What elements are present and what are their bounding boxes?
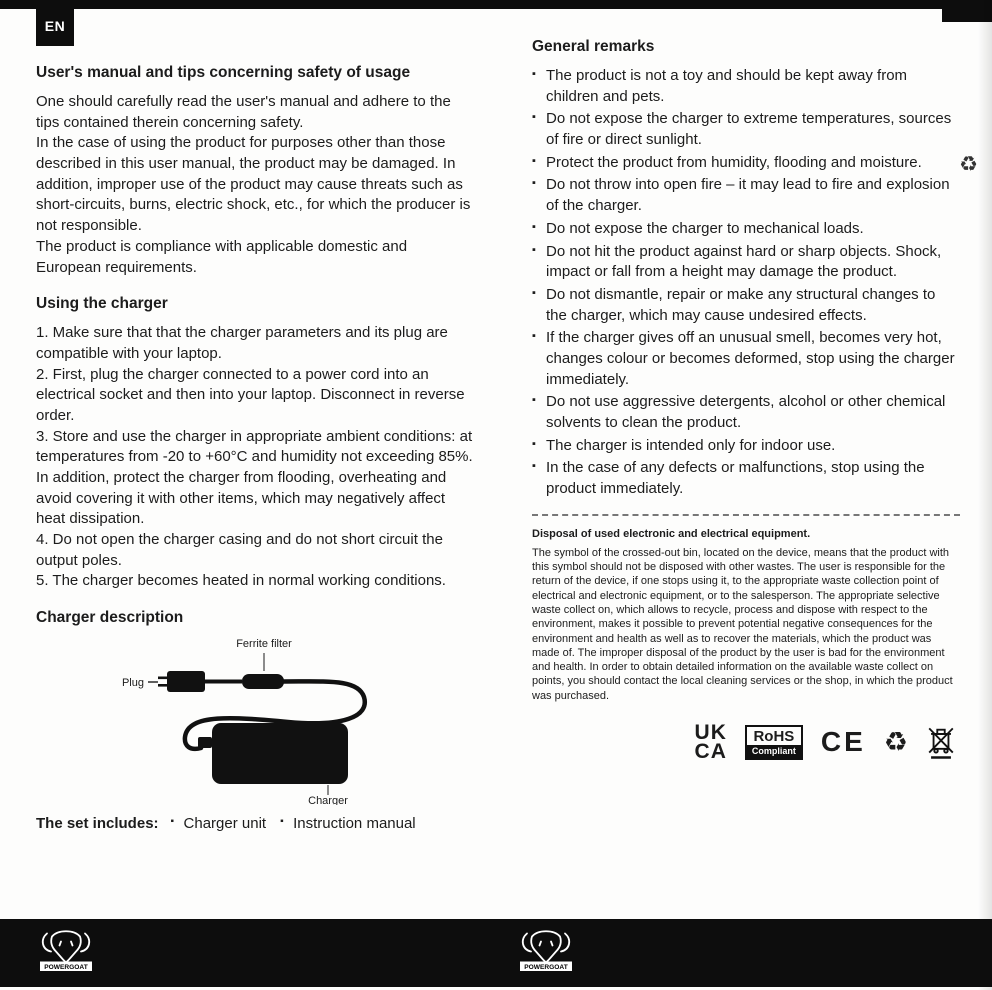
brand-logo-text: POWERGOAT <box>44 963 88 971</box>
scan-corner-mark <box>942 0 992 22</box>
remark-bullet: ▪ In the case of any defects or malfunctions, stop using the product immediately. <box>532 458 960 499</box>
numbered-step: 1. Make sure that that the charger parameters and its plug are compatible with your laptop. <box>36 324 448 362</box>
recycle-triangle-icon: ♻ <box>959 153 978 176</box>
charger-body-graphic <box>212 723 348 784</box>
footer-black-bar <box>0 919 992 987</box>
recycle-icon: ♻ <box>883 726 908 757</box>
charger-inlet-connector <box>198 737 212 748</box>
disposal-text: The symbol of the crossed-out bin, located on the device, means that the product with this symbol should not be disposed with other wastes. The user is responsible for the return of the device, if one stops using it, to the appropriate waste collection point of electrical and electronic equipment, or to the salesperson. The appropriate selective waste collect on, which allows to recycle, process and dispose with respect to the environment, makes it possible to prevent potential negative consequences for the environment and health as well as to recover the materials, which the product was made of. The improper disposal of the product by the user is bad for the environment and health. In order to obtain detailed information on the available waste collect on points, you should contact the local cleaning services or the shop, in which the product was purchased. <box>532 546 953 702</box>
remark-bullet: ▪ If the charger gives off an unusual smell, becomes very hot, changes colour or becomes deformed, stop using the charger immediately. <box>532 328 960 390</box>
remark-bullet: ▪ Do not throw into open fire – it may lead to fire and explosion of the charger. <box>532 175 960 216</box>
charger-label: Charger <box>308 795 348 806</box>
remark-bullet: ▪ Do not expose the charger to extreme temperatures, sources of fire or direct sunlight. <box>532 109 960 150</box>
scan-edge-shadow <box>978 0 992 990</box>
certification-marks-row <box>532 723 960 762</box>
charger-diagram-svg <box>36 633 476 805</box>
remark-bullet: ▪ Protect the product from humidity, flooding and moisture. <box>532 153 960 174</box>
plug-prong <box>158 684 167 687</box>
remark-bullet: ▪ Do not use aggressive detergents, alcohol or other chemical solvents to clean the product. <box>532 392 960 433</box>
general-remarks-list <box>532 66 960 500</box>
numbered-step: 4. Do not open the charger casing and do not short circuit the output poles. <box>36 531 443 569</box>
intro-paragraph: One should carefully read the user's manual and adhere to the tips contained therein concerning safety. <box>36 93 451 131</box>
brand-logo <box>38 928 94 979</box>
using-charger-list <box>36 323 476 592</box>
dashed-divider <box>532 514 960 516</box>
plug-label: Plug <box>121 677 144 690</box>
intro-paragraph: The product is compliance with applicable domestic and European requirements. <box>36 237 408 276</box>
brand-logo-text: POWERGOAT <box>524 963 568 971</box>
section-heading-general-remarks: General remarks <box>532 38 655 55</box>
weee-crossed-bin-icon <box>926 724 956 760</box>
remark-bullet: ▪ Do not expose the charger to mechanical loads. <box>532 219 960 240</box>
remark-bullet: ▪ The charger is intended only for indoor use. <box>532 436 960 457</box>
rohs-mark <box>745 725 803 760</box>
ukca-mark-bottom: CA <box>694 740 727 764</box>
ce-mark: CE <box>820 726 866 758</box>
remark-bullet: ▪ The product is not a toy and should be kept away from children and pets. <box>532 66 960 107</box>
section-heading-using-charger: Using the charger <box>36 295 168 313</box>
ukca-mark <box>695 723 727 762</box>
powergoat-logo-icon <box>518 928 574 974</box>
rohs-mark-subtitle: Compliant <box>747 745 801 758</box>
plug-graphic <box>167 671 205 692</box>
brand-logo <box>518 928 574 979</box>
numbered-step: 5. The charger becomes heated in normal working conditions. <box>36 572 446 590</box>
top-black-bar <box>0 0 992 9</box>
remark-bullet: ▪ Do not hit the product against hard or sharp objects. Shock, impact or fall from a height may damage the product. <box>532 242 960 283</box>
ferrite-filter-graphic <box>242 674 284 689</box>
powergoat-logo-icon <box>38 928 94 974</box>
set-includes-row <box>36 815 476 832</box>
ferrite-filter-label: Ferrite filter <box>236 638 292 651</box>
set-includes-label: The set includes: <box>36 815 159 833</box>
numbered-step: 3. Store and use the charger in appropriate ambient conditions: at temperatures from -20 to +60°C and humidity not exceeding 85%. In addition, protect the charger from flooding, overheating and avoid covering it with other items, which may negatively affect heat dissipation. <box>36 427 473 528</box>
left-column <box>36 64 476 832</box>
rohs-mark-title: RoHS <box>753 727 795 745</box>
set-includes-list <box>171 815 416 832</box>
remark-bullet: ▪ Do not dismantle, repair or make any structural changes to the charger, which may cause undesired effects. <box>532 285 960 326</box>
section-heading-charger-description: Charger description <box>36 609 184 627</box>
right-column <box>532 38 960 762</box>
charger-diagram <box>36 633 476 805</box>
intro-paragraph: In the case of using the product for purposes other than those described in this user manual, the product may be damaged. In addition, improper use of the product may cause threats such as short-circuits, burns, electric shock, etc., for which the producer is not responsible. <box>36 134 471 235</box>
set-includes-item: ▪ Charger unit <box>171 815 267 832</box>
numbered-step: 2. First, plug the charger connected to a power cord into an electrical socket and then into your laptop. Disconnect in reverse order. <box>36 365 465 424</box>
disposal-heading: Disposal of used electronic and electrical equipment. <box>532 527 811 540</box>
plug-prong <box>158 677 167 680</box>
set-includes-item: ▪ Instruction manual <box>280 815 416 832</box>
ukca-mark-top: UK <box>694 721 727 745</box>
section-heading-usage: User's manual and tips concerning safety of usage <box>36 64 411 81</box>
language-badge: EN <box>36 5 74 46</box>
